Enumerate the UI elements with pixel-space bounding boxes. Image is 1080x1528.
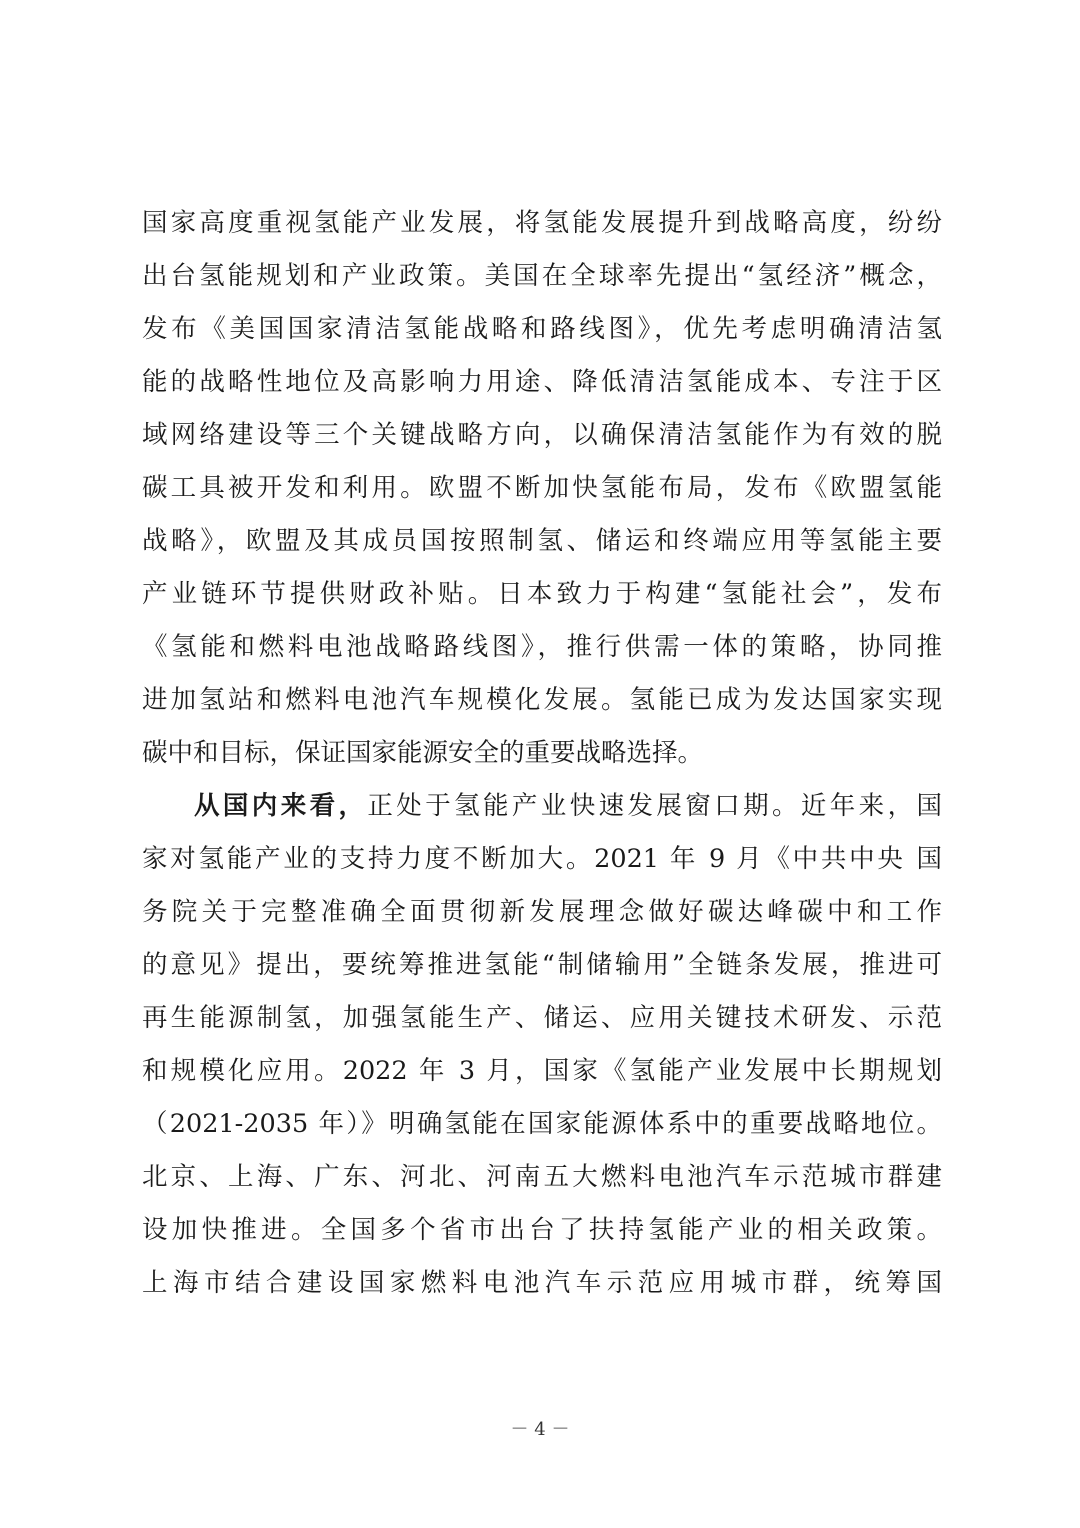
text-line: 碳工具被开发和利用。欧盟不断加快氢能布局，发布《欧盟氢能: [142, 473, 942, 503]
text-line: 再生能源制氢，加强氢能生产、储运、应用关键技术研发、示范: [142, 1003, 942, 1033]
text-line: 《氢能和燃料电池战略路线图》，推行供需一体的策略，协同推: [142, 632, 942, 662]
text-line: 出台氢能规划和产业政策。美国在全球率先提出“氢经济”概念，: [142, 261, 942, 291]
text-line: 碳中和目标，保证国家能源安全的重要战略选择。: [142, 738, 704, 768]
text-line: 家对氢能产业的支持力度不断加大。2021 年 9 月《中共中央 国: [142, 844, 942, 874]
text-line: 国家高度重视氢能产业发展，将氢能发展提升到战略高度，纷纷: [142, 208, 942, 238]
text-line: 产业链环节提供财政补贴。日本致力于构建“氢能社会”，发布: [142, 579, 942, 609]
text-line: 能的战略性地位及高影响力用途、降低清洁氢能成本、专注于区: [142, 367, 942, 397]
text-line: 发布《美国国家清洁氢能战略和路线图》，优先考虑明确清洁氢: [142, 314, 942, 344]
text-line: （2021-2035 年）》明确氢能在国家能源体系中的重要战略地位。: [142, 1109, 942, 1139]
text-line: 域网络建设等三个关键战略方向，以确保清洁氢能作为有效的脱: [142, 420, 942, 450]
text-line: 进加氢站和燃料电池汽车规模化发展。氢能已成为发达国家实现: [142, 685, 942, 715]
text-line: 上海市结合建设国家燃料电池汽车示范应用城市群，统筹国: [142, 1268, 942, 1298]
paragraph-first-line: [194, 786, 942, 826]
paragraph-lead: 从国内来看，: [194, 791, 368, 821]
page-number: － 4 －: [510, 1419, 570, 1440]
text-line: 设加快推进。全国多个省市出台了扶持氢能产业的相关政策。: [142, 1215, 942, 1245]
paragraph-first-line-text: 正处于氢能产业快速发展窗口期。近年来，国: [367, 791, 942, 821]
text-line: 的意见》提出，要统筹推进氢能“制储输用”全链条发展，推进可: [142, 950, 942, 980]
text-line: 北京、上海、广东、河北、河南五大燃料电池汽车示范城市群建: [142, 1162, 942, 1192]
text-line: 战略》，欧盟及其成员国按照制氢、储运和终端应用等氢能主要: [142, 526, 942, 556]
text-line: 和规模化应用。2022 年 3 月，国家《氢能产业发展中长期规划: [142, 1056, 942, 1086]
text-line: 务院关于完整准确全面贯彻新发展理念做好碳达峰碳中和工作: [142, 897, 942, 927]
